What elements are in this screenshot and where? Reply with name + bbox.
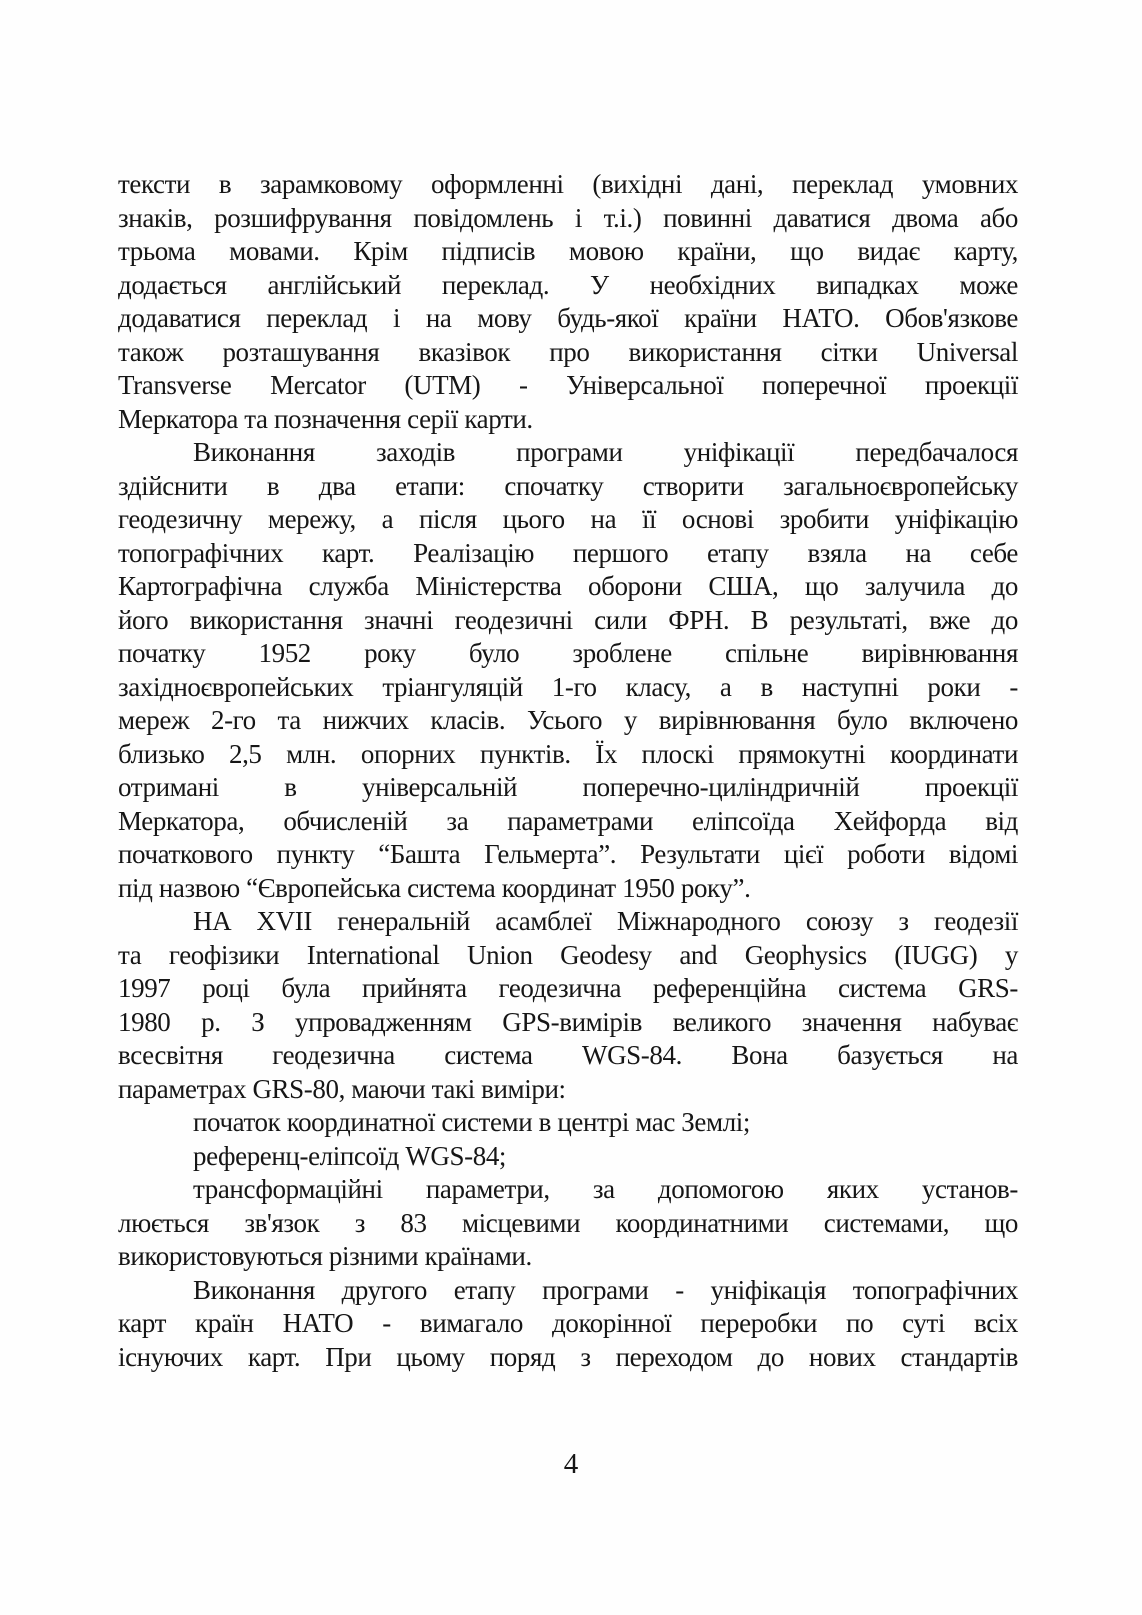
text-line: додається англійський переклад. У необхідних випадках може	[118, 269, 1018, 300]
text-line: мереж 2-го та нижчих класів. Усього у вирівнювання було включено	[118, 705, 1018, 735]
text-line: Transverse Mercator (UTM) - Універсальної поперечної проекції	[118, 370, 1018, 400]
text-line: додаватися переклад і на мову будь-якої країни НАТО. Обов'язкове	[118, 303, 1018, 333]
text-line: використовуються різними країнами.	[118, 1241, 532, 1271]
text-line: початку 1952 року було зроблене спільне вирівнювання	[118, 638, 1018, 668]
text-line: 1997 році була прийнята геодезична референційна система GRS-	[118, 973, 1018, 1003]
text-line: західноєвропейських тріангуляцій 1-го класу, а в наступні роки -	[118, 671, 1018, 702]
paragraph	[118, 168, 1018, 436]
text-line: існуючих карт. При цьому поряд з переходом до нових стандартів	[118, 1341, 1018, 1372]
text-line: референц-еліпсоїд WGS-84;	[193, 1140, 507, 1171]
body-text	[118, 168, 1018, 1374]
text-line: 1980 р. З упровадженням GPS-вимірів великого значення набуває	[118, 1006, 1018, 1037]
page-number: 4	[563, 1448, 579, 1480]
text-line: під назвою “Європейська система координат 1950 року”.	[118, 872, 751, 903]
paragraph	[118, 905, 1018, 1106]
text-line: параметрах GRS-80, маючи такі виміри:	[118, 1073, 566, 1104]
text-line: початок координатної системи в центрі мас Землі;	[193, 1107, 750, 1137]
text-line: його використання значні геодезичні сили ФРН. В результаті, вже до	[118, 604, 1018, 635]
paragraph	[118, 1106, 1018, 1140]
text-line: Меркатора, обчисленій за параметрами еліпсоїда Хейфорда від	[118, 805, 1018, 836]
text-line: здійснити в два етапи: спочатку створити загальноєвропейську	[118, 470, 1018, 501]
text-line: всесвітня геодезична система WGS-84. Вона базується на	[118, 1040, 1018, 1070]
text-line: геодезичну мережу, а після цього на її основі зробити уніфікацію	[118, 504, 1018, 534]
paragraph	[118, 1173, 1018, 1274]
text-line: НА XVII генеральній асамблеї Міжнародного союзу з геодезії	[193, 906, 1018, 936]
text-line: тексти в зарамковому оформленні (вихідні дані, переклад умовних	[118, 169, 1018, 199]
paragraph	[118, 1140, 1018, 1174]
text-line: топографічних карт. Реалізацію першого етапу взяла на себе	[118, 537, 1018, 568]
paragraph	[118, 1274, 1018, 1375]
text-line: Виконання заходів програми уніфікації передбачалося	[193, 437, 1018, 467]
text-line: трансформаційні параметри, за допомогою яких установ-	[193, 1174, 1018, 1204]
text-line: Меркатора та позначення серії карти.	[118, 403, 533, 434]
text-line: Виконання другого етапу програми - уніфікація топографічних	[193, 1274, 1018, 1305]
text-line: карт країн НАТО - вимагало докорінної переробки по суті всіх	[118, 1308, 1018, 1338]
text-line: також розташування вказівок про використання сітки Universal	[118, 336, 1018, 367]
text-line: люється зв'язок з 83 місцевими координатними системами, що	[118, 1207, 1018, 1238]
text-line: знаків, розшифрування повідомлень і т.і.) повинні даватися двома або	[118, 202, 1018, 233]
text-line: Картографічна служба Міністерства оборони США, що залучила до	[118, 571, 1018, 601]
paragraph	[118, 436, 1018, 905]
text-line: та геофізики International Union Geodesy and Geophysics (IUGG) у	[118, 939, 1018, 970]
text-line: трьома мовами. Крім підписів мовою країни, що видає карту,	[118, 236, 1018, 266]
text-line: близько 2,5 млн. опорних пунктів. Їх плоскі прямокутні координати	[118, 738, 1018, 769]
text-line: отримані в універсальній поперечно-циліндричній проекції	[118, 772, 1018, 802]
text-line: початкового пункту “Башта Гельмерта”. Результати цієї роботи відомі	[118, 839, 1018, 869]
